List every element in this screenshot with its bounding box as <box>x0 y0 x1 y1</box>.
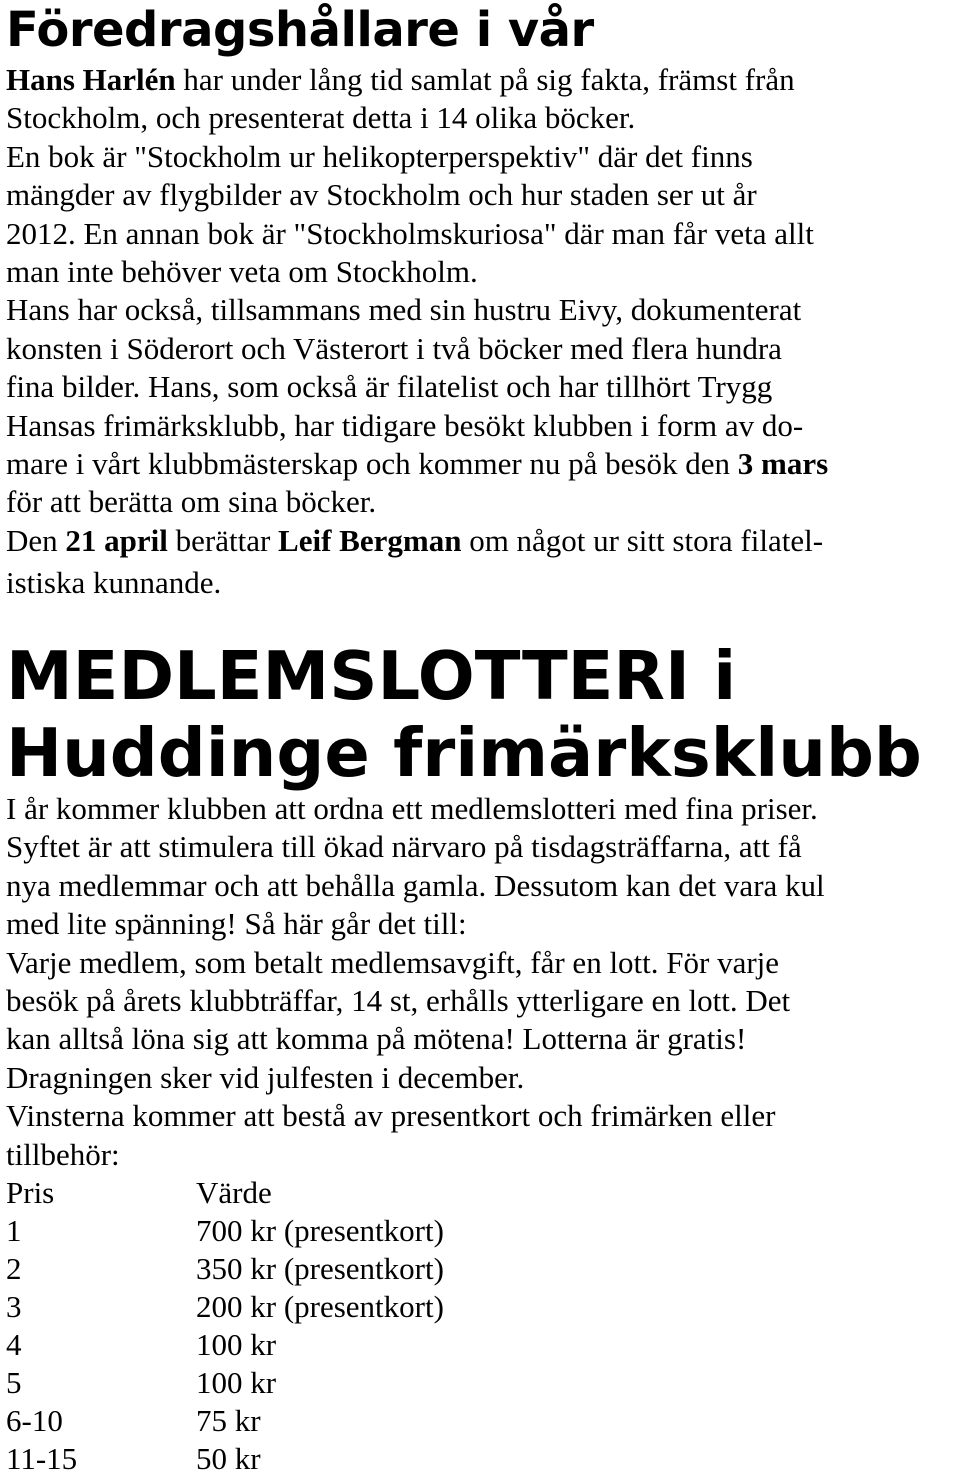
prize-position: 3 <box>6 1288 22 1324</box>
speakers-heading: Föredragshållare i vår <box>6 2 594 58</box>
text-line: Hansas frimärksklubb, har tidigare besökt klubben i form av do- <box>6 407 804 443</box>
lottery-section-body <box>6 790 825 1478</box>
prize-position: 2 <box>6 1250 22 1286</box>
header-pris: Pris <box>6 1174 55 1210</box>
text-line: nya medlemmar och att behålla gamla. Dessutom kan det vara kul <box>6 867 825 903</box>
prize-value: 200 kr (presentkort) <box>196 1288 444 1324</box>
text-span: mare i vårt klubbmästerskap och kommer nu på besök den <box>6 445 738 481</box>
lottery-heading-line1: MEDLEMSLOTTERI i <box>6 637 737 715</box>
text-line <box>6 61 828 99</box>
lottery-heading-line2: Huddinge frimärksklubb <box>6 714 922 792</box>
speaker-name: Leif Bergman <box>278 522 462 558</box>
prize-table <box>6 1174 444 1478</box>
prize-value: 700 kr (presentkort) <box>196 1212 444 1248</box>
prize-row <box>6 1250 444 1288</box>
text-line: Stockholm, och presenterat detta i 14 olika böcker. <box>6 100 636 136</box>
text-line: 2012. En annan bok är "Stockholmskuriosa" där man får veta allt <box>6 215 814 251</box>
header-varde: Värde <box>196 1174 272 1210</box>
text-line: Syftet är att stimulera till ökad närvaro på tisdagsträffarna, att få <box>6 829 802 865</box>
text-span: om något ur sitt stora filatel- <box>461 522 824 558</box>
prize-position: 5 <box>6 1364 22 1400</box>
text-line: tillbehör: <box>6 1136 120 1172</box>
text-span: har under lång tid samlat på sig fakta, främst från <box>175 62 795 97</box>
prize-row <box>6 1326 444 1364</box>
text-line: besök på årets klubbträffar, 14 st, erhålls ytterligare en lott. Det <box>6 982 791 1018</box>
text-line: En bok är "Stockholm ur helikopterperspektiv" där det finns <box>6 138 753 174</box>
prize-value: 100 kr <box>196 1364 277 1400</box>
text-line: fina bilder. Hans, som också är filatelist och har tillhört Trygg <box>6 369 773 405</box>
text-line: för att berätta om sina böcker. <box>6 484 377 520</box>
prize-table-header <box>6 1174 444 1212</box>
prize-position: 6-10 <box>6 1402 63 1438</box>
event-date: 21 april <box>65 522 168 558</box>
prize-row <box>6 1402 444 1440</box>
prize-position: 4 <box>6 1326 22 1362</box>
visit-date: 3 mars <box>737 445 829 481</box>
speaker-name: Hans Harlén <box>6 62 176 97</box>
prize-row <box>6 1364 444 1402</box>
prize-value: 350 kr (presentkort) <box>196 1250 444 1286</box>
lottery-heading <box>6 638 922 792</box>
prize-row <box>6 1288 444 1326</box>
text-line: istiska kunnande. <box>6 564 222 600</box>
text-line: kan alltså löna sig att komma på mötena! Lotterna är gratis! <box>6 1021 747 1057</box>
text-line: I år kommer klubben att ordna ett medlemslotteri med fina priser. <box>6 791 818 826</box>
prize-value: 75 kr <box>196 1402 261 1438</box>
text-line: konsten i Söderort och Västerort i två böcker med flera hundra <box>6 330 782 366</box>
text-span: Den <box>6 522 66 558</box>
prize-value: 50 kr <box>196 1440 261 1476</box>
prize-row <box>6 1440 444 1478</box>
prize-value: 100 kr <box>196 1326 277 1362</box>
text-span: berättar <box>167 522 279 558</box>
prize-row <box>6 1212 444 1250</box>
text-line: med lite spänning! Så här går det till: <box>6 906 467 942</box>
prize-position: 1 <box>6 1212 22 1248</box>
text-line: Varje medlem, som betalt medlemsavgift, får en lott. För varje <box>6 944 780 980</box>
text-line <box>6 445 828 483</box>
text-line: man inte behöver veta om Stockholm. <box>6 253 478 289</box>
text-line: Vinsterna kommer att bestå av presentkort och frimärken eller <box>6 1098 776 1134</box>
text-line: mängder av flygbilder av Stockholm och hur staden ser ut år <box>6 177 757 213</box>
text-line: Dragningen sker vid julfesten i december. <box>6 1059 525 1095</box>
text-line <box>6 522 828 564</box>
speakers-section-body <box>6 61 828 602</box>
prize-position: 11-15 <box>6 1440 78 1476</box>
text-line: Hans har också, tillsammans med sin hustru Eivy, dokumenterat <box>6 292 802 328</box>
